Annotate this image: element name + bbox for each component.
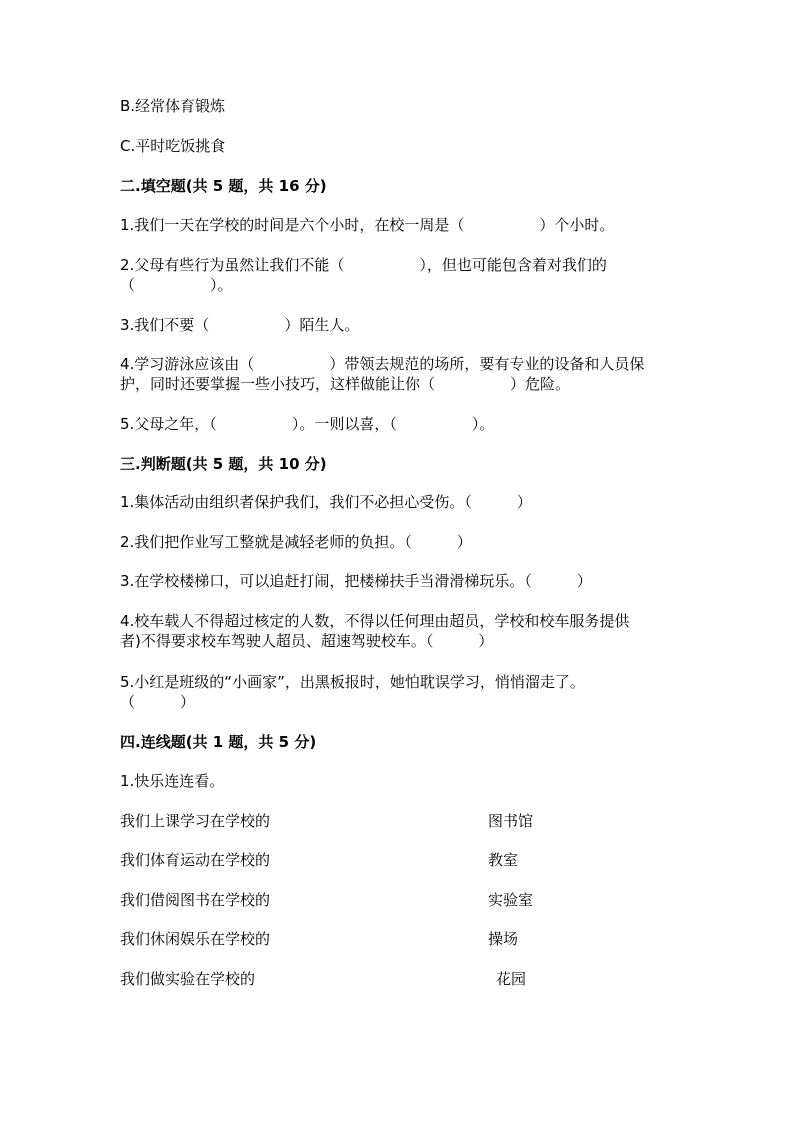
- matching-left-item: 我们休闲娱乐在学校的: [120, 930, 271, 948]
- judgment-q4-line1: 4.校车载人不得超过核定的人数，不得以任何理由超员，学校和校车服务提供: [120, 612, 630, 630]
- fill-blank-q4-line1: 4.学习游泳应该由（ ）带领去规范的场所，要有专业的设备和人员保: [120, 355, 645, 373]
- matching-right-item: 花园: [496, 970, 527, 988]
- matching-left-item: 我们做实验在学校的: [120, 970, 256, 988]
- matching-right-item: 图书馆: [488, 812, 534, 830]
- fill-blank-q4-line2: 护，同时还要掌握一些小技巧，这样做能让你（ ）危险。: [120, 375, 571, 393]
- judgment-q5-line1: 5.小红是班级的“小画家”，出黑板报时，她怕耽误学习，悄悄溜走了。: [120, 673, 585, 691]
- fill-blank-q1: 1.我们一天在学校的时间是六个小时，在校一周是（ ）个小时。: [120, 216, 615, 234]
- fill-blank-q2-line2: （ ）。: [120, 276, 233, 294]
- matching-right-item: 实验室: [488, 891, 534, 909]
- judgment-q3: 3.在学校楼梯口，可以追赶打闹，把楼梯扶手当滑滑梯玩乐。（ ）: [120, 572, 592, 590]
- matching-right-item: 教室: [488, 851, 519, 869]
- judgment-q5-line2: （ ）: [120, 693, 196, 711]
- matching-left-item: 我们借阅图书在学校的: [120, 891, 271, 909]
- judgment-q4-line2: 者)不得要求校车驾驶人超员、超速驾驶校车。（ ）: [120, 632, 494, 650]
- fill-blank-q5: 5.父母之年，（ ）。一则以喜，（ ）。: [120, 415, 495, 433]
- option-c: C.平时吃饭挑食: [120, 137, 226, 155]
- fill-blank-q3: 3.我们不要（ ）陌生人。: [120, 316, 360, 334]
- matching-heading: 四.连线题(共 1 题，共 5 分): [120, 733, 317, 751]
- matching-left-item: 我们上课学习在学校的: [120, 812, 271, 830]
- fill-blank-q2-line1: 2.父母有些行为虽然让我们不能（ ），但也可能包含着对我们的: [120, 256, 607, 274]
- matching-right-item: 操场: [488, 930, 519, 948]
- judgment-q2: 2.我们把作业写工整就是减轻老师的负担。（ ）: [120, 533, 472, 551]
- matching-q1: 1.快乐连连看。: [120, 772, 225, 790]
- matching-left-item: 我们体育运动在学校的: [120, 851, 271, 869]
- option-b: B.经常体育锻炼: [120, 97, 226, 115]
- judgment-q1: 1.集体活动由组织者保护我们，我们不必担心受伤。（ ）: [120, 493, 532, 511]
- judgment-heading: 三.判断题(共 5 题，共 10 分): [120, 455, 327, 473]
- fill-blank-heading: 二.填空题(共 5 题，共 16 分): [120, 177, 327, 195]
